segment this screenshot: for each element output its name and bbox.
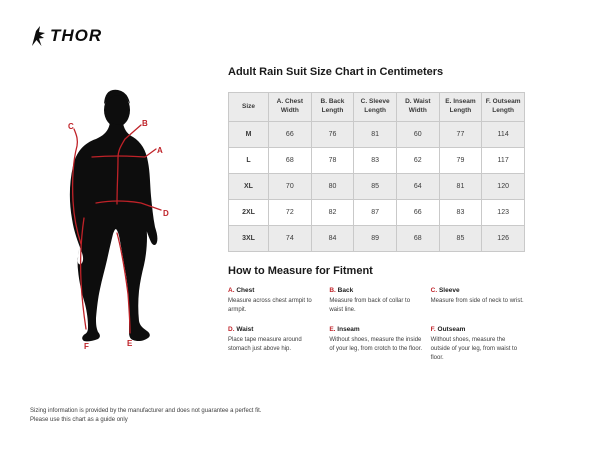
measure-name: Back — [337, 287, 354, 294]
size-chart-table — [228, 92, 525, 252]
measure-name: Outseam — [437, 326, 466, 334]
value-cell: 85 — [354, 174, 397, 200]
table-row — [229, 174, 525, 200]
value-cell: 117 — [482, 148, 525, 174]
size-cell: 3XL — [229, 226, 269, 252]
size-chart-title: Adult Rain Suit Size Chart in Centimeters — [228, 66, 444, 78]
measure-key: D. — [228, 326, 235, 334]
value-cell: 85 — [439, 226, 482, 252]
measure-key: F. — [430, 326, 436, 334]
value-cell: 120 — [482, 174, 525, 200]
col-header-outseam: F. Outseam Length — [482, 93, 525, 122]
figure-label-c: C — [68, 122, 74, 131]
value-cell: 79 — [439, 148, 482, 174]
value-cell: 78 — [311, 148, 354, 174]
table-row — [229, 122, 525, 148]
measure-key: C. — [430, 287, 438, 294]
col-header-sleeve: C. Sleeve Length — [354, 93, 397, 122]
value-cell: 80 — [311, 174, 354, 200]
measure-name: Sleeve — [438, 287, 460, 294]
chart-content — [228, 66, 525, 362]
measure-key: B. — [329, 287, 336, 294]
col-header-waist: D. Waist Width — [396, 93, 439, 122]
size-cell: XL — [229, 174, 269, 200]
thor-warhawk-icon — [30, 25, 47, 47]
value-cell: 64 — [396, 174, 439, 200]
value-cell: 114 — [482, 122, 525, 148]
measure-key: A. — [228, 287, 235, 294]
value-cell: 83 — [439, 200, 482, 226]
value-cell: 77 — [439, 122, 482, 148]
value-cell: 82 — [311, 200, 354, 226]
measure-description: Without shoes, measure the inside of your leg, from crotch to the floor. — [329, 337, 423, 353]
value-cell: 68 — [269, 148, 312, 174]
value-cell: 66 — [396, 200, 439, 226]
value-cell: 76 — [311, 122, 354, 148]
thor-logo — [30, 25, 102, 47]
value-cell: 68 — [396, 226, 439, 252]
measure-item-chest — [228, 287, 322, 314]
value-cell: 81 — [354, 122, 397, 148]
measure-name: Inseam — [337, 326, 360, 334]
disclaimer-line-2: Please use this chart as a guide only — [30, 417, 128, 423]
col-header-inseam: E. Inseam Length — [439, 93, 482, 122]
value-cell: 74 — [269, 226, 312, 252]
col-header-chest: A. Chest Width — [269, 93, 312, 122]
table-row — [229, 226, 525, 252]
figure-label-f: F — [84, 342, 89, 351]
thor-logo-text: THOR — [50, 26, 103, 45]
table-row — [229, 200, 525, 226]
measure-item-waist — [228, 326, 322, 362]
value-cell: 66 — [269, 122, 312, 148]
measure-description: Without shoes, measure the outside of your leg, from waist to floor. — [430, 337, 518, 361]
measure-item-inseam — [329, 326, 423, 362]
size-cell: 2XL — [229, 200, 269, 226]
value-cell: 72 — [269, 200, 312, 226]
value-cell: 60 — [396, 122, 439, 148]
value-cell: 123 — [482, 200, 525, 226]
measure-guide-title: How to Measure for Fitment — [228, 265, 373, 277]
value-cell: 126 — [482, 226, 525, 252]
measure-item-outseam — [431, 326, 525, 362]
measure-item-back — [329, 287, 423, 314]
measure-description: Measure from side of neck to wrist. — [430, 298, 524, 304]
col-header-size: Size — [229, 93, 269, 122]
size-cell: M — [229, 122, 269, 148]
size-cell: L — [229, 148, 269, 174]
value-cell: 83 — [354, 148, 397, 174]
figure-label-d: D — [163, 209, 169, 218]
table-row — [229, 148, 525, 174]
measure-description: Place tape measure around stomach just above hip. — [228, 337, 302, 353]
figure-label-e: E — [127, 339, 133, 348]
value-cell: 81 — [439, 174, 482, 200]
table-header-row — [229, 93, 525, 122]
measure-guide-grid — [228, 287, 525, 362]
measure-name: Waist — [236, 326, 254, 334]
value-cell: 62 — [396, 148, 439, 174]
value-cell: 87 — [354, 200, 397, 226]
measure-key: E. — [329, 326, 336, 334]
disclaimer-line-1: Sizing information is provided by the manufacturer and does not guarantee a perfect fit. — [30, 408, 262, 414]
sizing-disclaimer — [30, 407, 261, 425]
figure-label-a: A — [157, 146, 163, 155]
measure-item-sleeve — [431, 287, 525, 314]
measure-description: Measure from back of collar to waist line. — [329, 298, 411, 313]
value-cell: 84 — [311, 226, 354, 252]
measurement-figure-diagram — [28, 76, 223, 396]
measure-description: Measure across chest armpit to armpit. — [228, 298, 312, 313]
value-cell: 70 — [269, 174, 312, 200]
value-cell: 89 — [354, 226, 397, 252]
col-header-back: B. Back Length — [311, 93, 354, 122]
figure-label-b: B — [142, 119, 148, 128]
measure-name: Chest — [236, 287, 255, 294]
